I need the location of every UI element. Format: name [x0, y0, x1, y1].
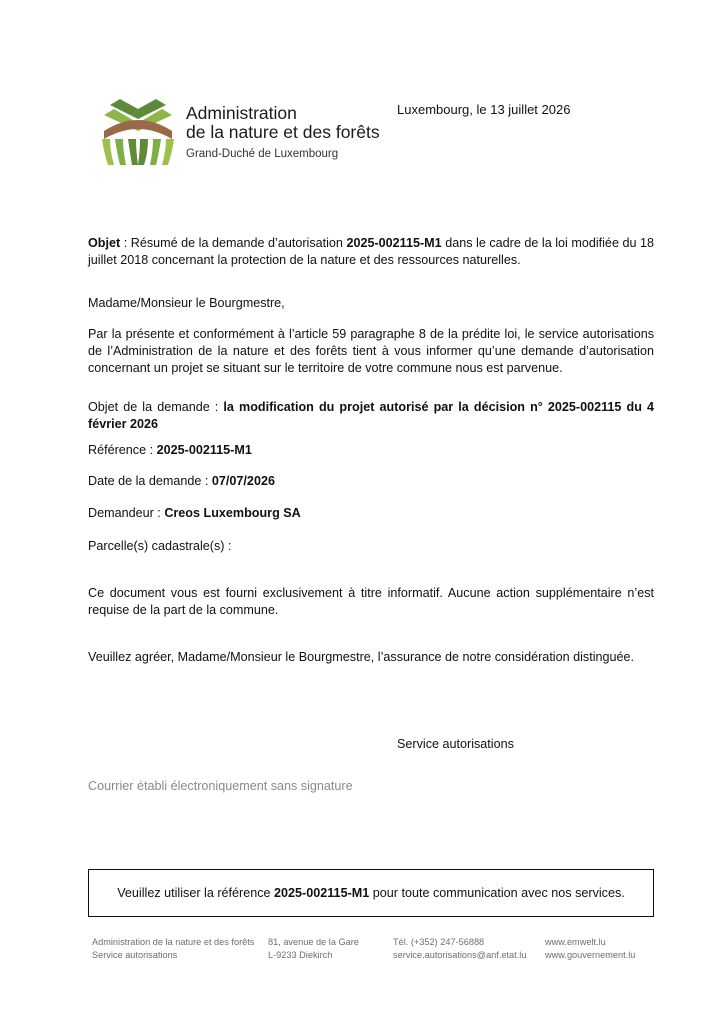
footer-contact — [393, 936, 526, 962]
footer-service: Service autorisations — [92, 950, 178, 960]
reference-box — [88, 869, 654, 917]
footer-website-emwelt[interactable]: www.emwelt.lu — [545, 937, 606, 947]
footer-phone: Tél. (+352) 247-56888 — [393, 937, 485, 947]
letter-date: Luxembourg, le 13 juillet 2026 — [397, 102, 571, 117]
reference-box-text-after: pour toute communication avec nos services. — [369, 886, 625, 900]
request-date-value: 07/07/2026 — [211, 474, 275, 488]
footer-websites — [545, 936, 635, 962]
reference-label: Référence : — [88, 443, 157, 457]
footer-street: 81, avenue de la Gare — [268, 937, 359, 947]
subject-label: Objet — [88, 236, 121, 250]
footer-email[interactable]: service.autorisations@anf.etat.lu — [393, 950, 527, 960]
cadastral-parcels-line: Parcelle(s) cadastrale(s) : — [88, 539, 232, 553]
org-line-1: Administration — [186, 103, 297, 123]
applicant-line — [88, 505, 654, 522]
info-paragraph: Ce document vous est fourni exclusivement à titre informatif. Aucune action supplémentaire n’est requise de la part de la commune. — [88, 586, 654, 617]
applicant-value: Creos Luxembourg SA — [164, 506, 301, 520]
anf-logo-icon — [98, 95, 178, 167]
signoff: Service autorisations — [397, 737, 514, 751]
reference-box-ref: 2025-002115-M1 — [274, 886, 370, 900]
request-subject — [88, 399, 654, 433]
applicant-label: Demandeur : — [88, 506, 165, 520]
subject-reference: 2025-002115-M1 — [346, 236, 442, 250]
footer-city: L-9233 Diekirch — [268, 950, 333, 960]
closing-paragraph: Veuillez agréer, Madame/Monsieur le Bourgmestre, l’assurance de notre considération distinguée. — [88, 650, 635, 664]
request-date-label: Date de la demande : — [88, 474, 212, 488]
organization-name — [186, 104, 380, 160]
footer-website-gouvernement[interactable]: www.gouvernement.lu — [545, 950, 636, 960]
subject-text-1: : Résumé de la demande d’autorisation — [120, 236, 347, 250]
reference-box-text-before: Veuillez utiliser la référence — [117, 886, 275, 900]
footer-org-name: Administration de la nature et des forêts — [92, 937, 255, 947]
request-subject-value: la modification du projet autorisé par la décision n° 2025-002115 du 4 février 2026 — [88, 400, 655, 431]
reference-line — [88, 442, 654, 459]
subject-paragraph — [88, 235, 654, 269]
org-line-3: Grand-Duché de Luxembourg — [186, 148, 339, 160]
reference-value: 2025-002115-M1 — [156, 443, 252, 457]
request-date-line — [88, 473, 654, 490]
subject-text-2: dans le cadre de la loi modifiée du 18 juillet 2018 concernant la protection de la nature et des ressources naturelles. — [88, 236, 654, 267]
electronic-signature-note: Courrier établi électroniquement sans signature — [88, 779, 353, 793]
footer-address — [268, 936, 359, 962]
intro-paragraph: Par la présente et conformément à l’article 59 paragraphe 8 de la prédite loi, le service autorisations de l’Administration de la nature et des forêts tient à vous informer qu’une demande d’autorisation concernant un projet se situant sur le territoire de votre commune nous est parvenue. — [88, 327, 654, 375]
salutation: Madame/Monsieur le Bourgmestre, — [88, 296, 285, 310]
org-line-2: de la nature et des forêts — [186, 122, 380, 142]
request-subject-label: Objet de la demande : — [88, 400, 224, 414]
footer-organization — [92, 936, 254, 962]
